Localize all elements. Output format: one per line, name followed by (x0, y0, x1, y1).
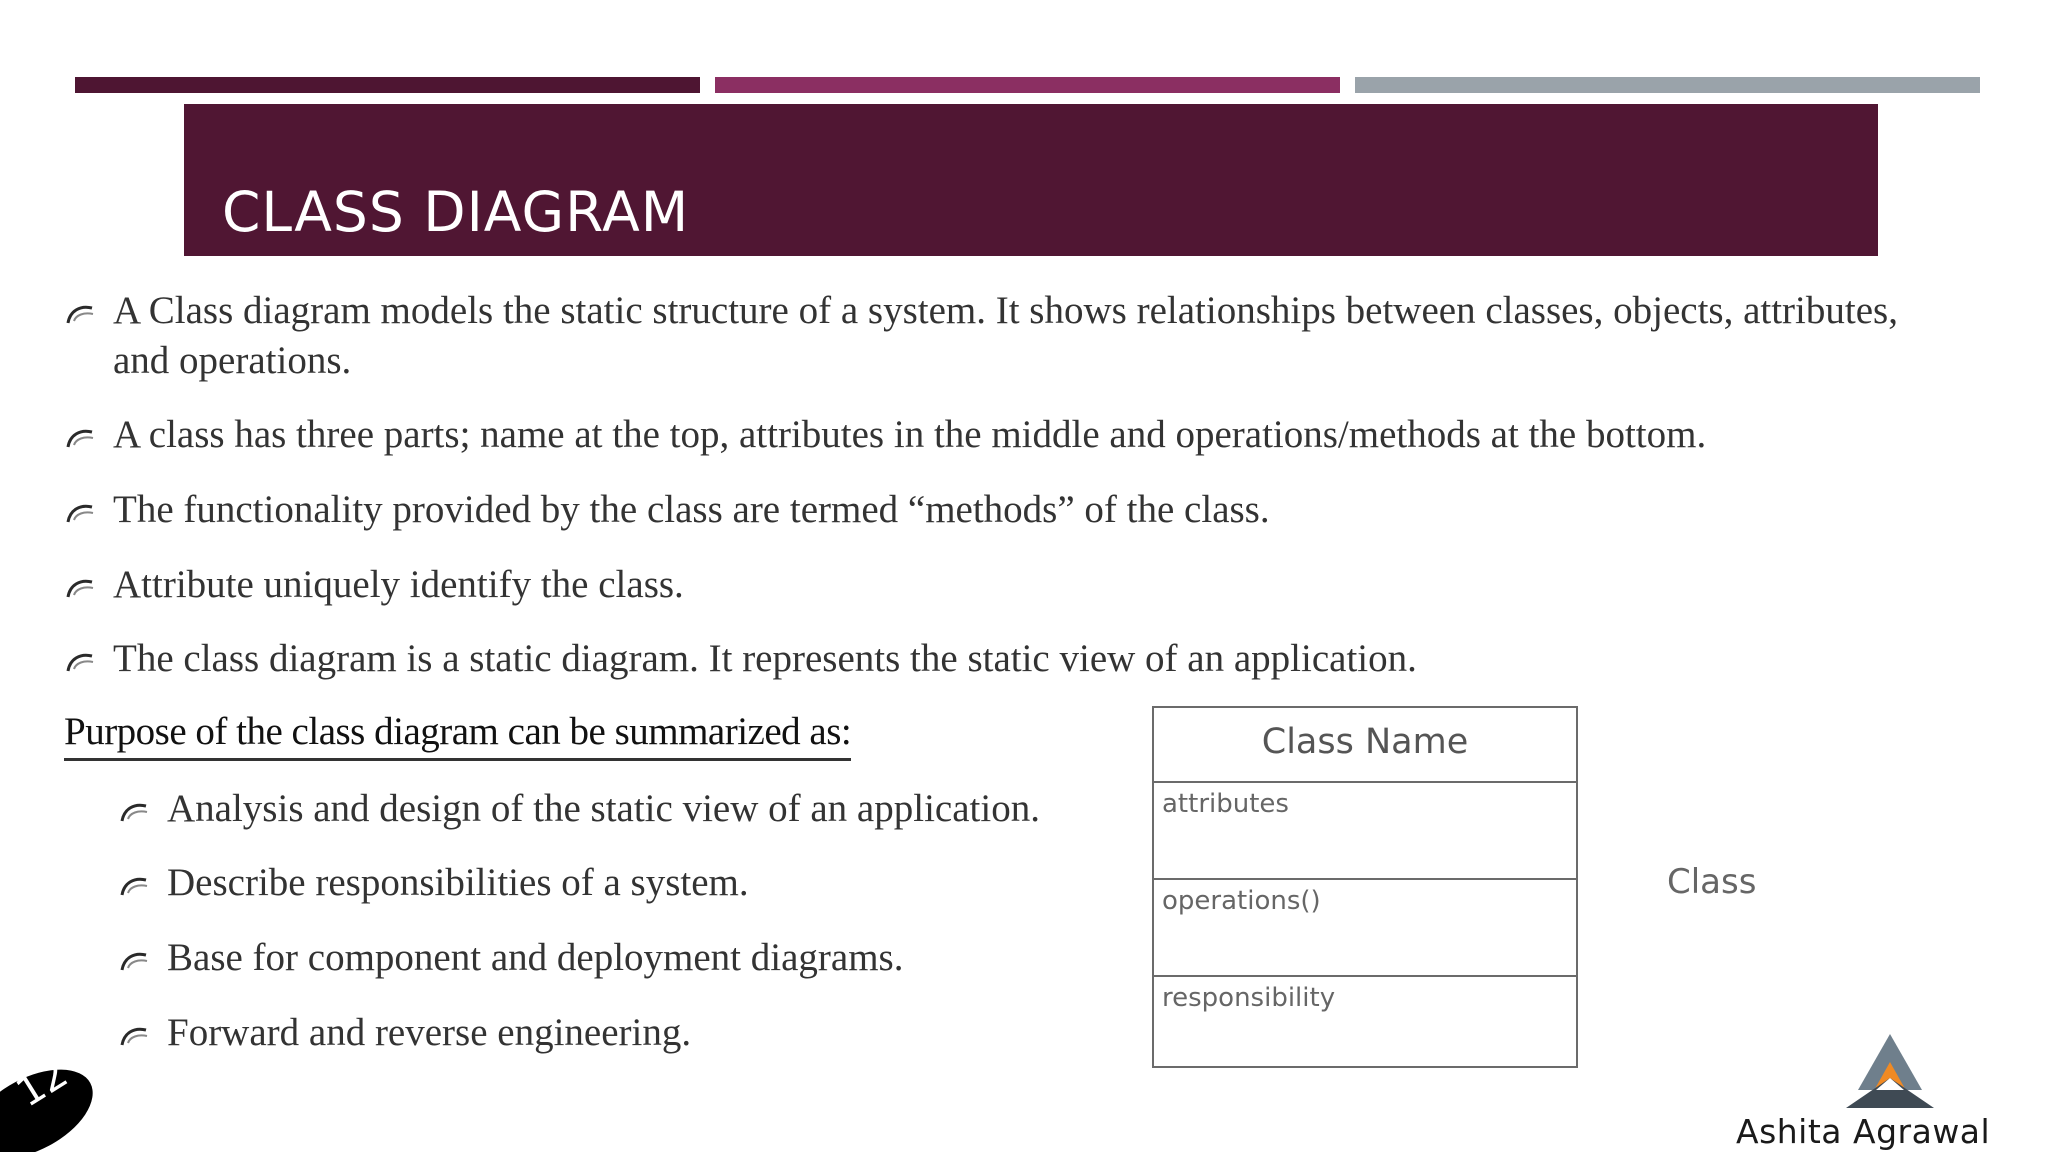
responsibility-compartment (1154, 977, 1576, 1066)
purpose-item (120, 933, 1120, 983)
curl-bullet-icon (120, 875, 150, 897)
curl-bullet-icon (120, 801, 150, 823)
curl-bullet-icon (66, 502, 96, 524)
purpose-item-text: Base for component and deployment diagrams. (167, 936, 904, 979)
uml-class-box (1152, 706, 1578, 1068)
purpose-item (120, 784, 1140, 834)
curl-bullet-icon (66, 577, 96, 599)
bullet-text: A class has three parts; name at the top, attributes in the middle and operations/methods at the bottom. (113, 413, 1707, 456)
curl-bullet-icon (66, 651, 96, 673)
attributes-label: attributes (1162, 789, 1289, 819)
accent-bar-2 (715, 77, 1340, 93)
bullet-item (66, 286, 1926, 386)
curl-bullet-icon (120, 1025, 150, 1047)
page-number: 12 (8, 1050, 76, 1117)
triangle-logo-icon (1838, 1032, 1942, 1110)
bullet-text: The functionality provided by the class are termed “methods” of the class. (113, 488, 1270, 531)
accent-bar-3 (1355, 77, 1980, 93)
bullet-text: Attribute uniquely identify the class. (113, 563, 684, 606)
logo-text: Ashita Agrawal (1736, 1112, 1991, 1151)
curl-bullet-icon (66, 427, 96, 449)
operations-label: operations() (1162, 886, 1321, 916)
purpose-item (120, 858, 1120, 908)
bullet-text: A Class diagram models the static structure of a system. It shows relationships between classes, objects, attributes, and operations. (113, 289, 1898, 382)
class-name-compartment (1154, 708, 1576, 783)
responsibility-label: responsibility (1162, 983, 1336, 1013)
purpose-item (120, 1008, 1120, 1058)
attributes-compartment (1154, 783, 1576, 880)
purpose-item-text: Describe responsibilities of a system. (167, 861, 749, 904)
curl-bullet-icon (66, 303, 96, 325)
title-banner (184, 104, 1878, 256)
bullet-item (66, 634, 1866, 684)
class-caption: Class (1667, 862, 1757, 902)
bullet-item (66, 410, 1966, 460)
operations-compartment (1154, 880, 1576, 977)
purpose-item-text: Analysis and design of the static view of an application. (167, 787, 1040, 830)
purpose-item-text: Forward and reverse engineering. (167, 1011, 692, 1054)
purpose-heading: Purpose of the class diagram can be summarized as: (64, 707, 851, 761)
bullet-item (66, 560, 1866, 610)
slide-title: CLASS DIAGRAM (222, 180, 690, 244)
accent-bar-1 (75, 77, 700, 93)
bullet-item (66, 485, 1866, 535)
class-name-label: Class Name (1261, 722, 1469, 762)
curl-bullet-icon (120, 950, 150, 972)
bullet-text: The class diagram is a static diagram. It represents the static view of an application. (113, 637, 1417, 680)
